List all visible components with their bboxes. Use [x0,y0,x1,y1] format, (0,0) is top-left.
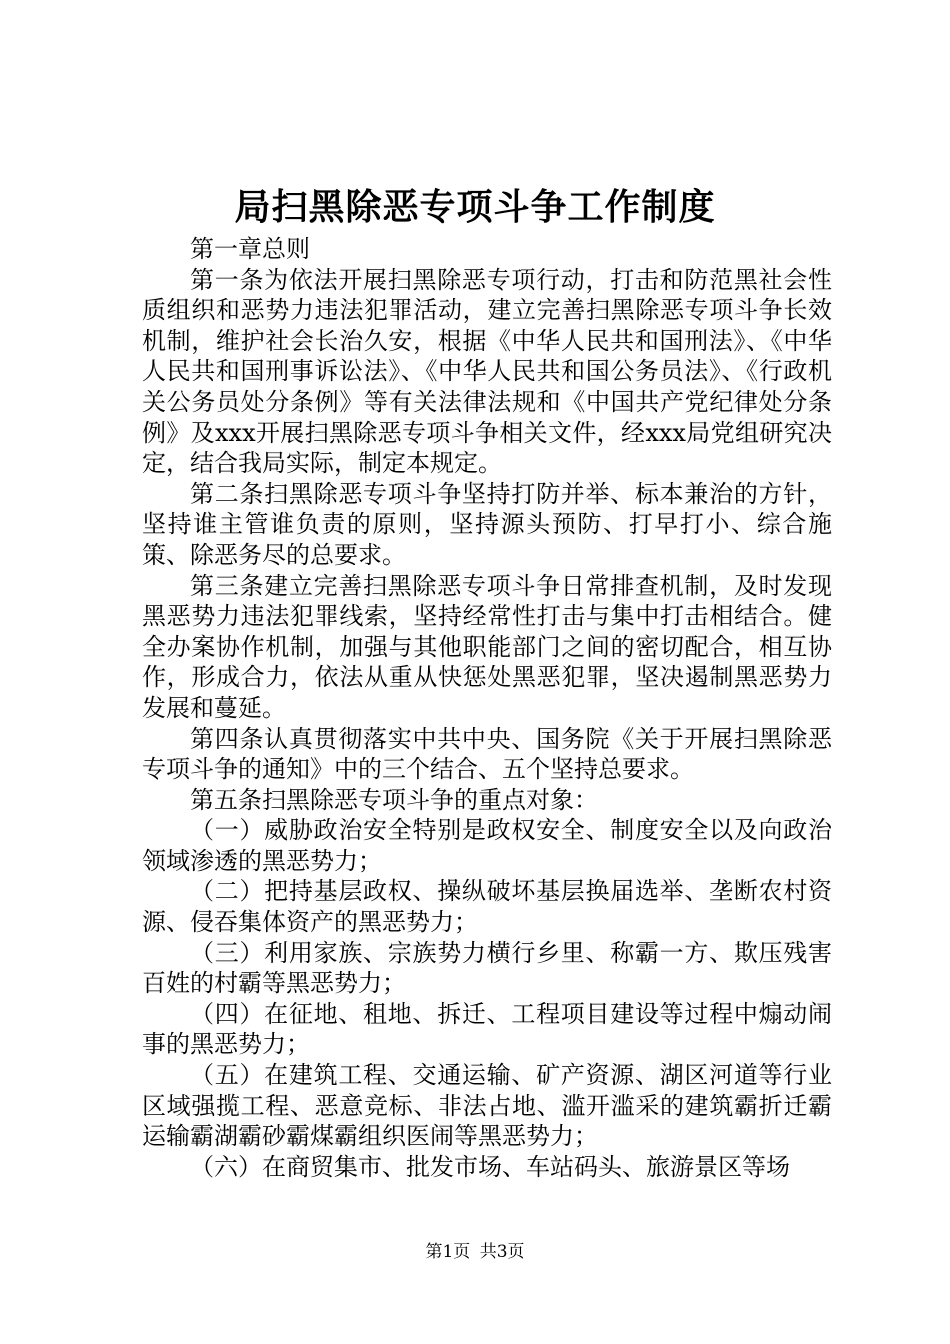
document-body [142,234,832,1182]
article-paragraph: 第二条扫黑除恶专项斗争坚持打防并举、标本兼治的方针，坚持谁主管谁负责的原则，坚持源头预防、打早打小、综合施策、除恶务尽的总要求。 [142,479,832,569]
article-paragraph: 第一条为依法开展扫黑除恶专项行动，打击和防范黑社会性质组织和恶势力违法犯罪活动，建立完善扫黑除恶专项斗争长效机制，维护社会长治久安，根据《中华人民共和国刑法》、《中华人民共和国刑事诉讼法》、《中华人民共和国公务员法》、《行政机关公务员处分条例》等有关法律法规和《中国共产党纪律处分条例》及xxx开展扫黑除恶专项斗争相关文件，经xxx局党组研究决定，结合我局实际，制定本规定。 [142,265,832,478]
page-number: 第1页 [425,1242,471,1262]
article-paragraph: 第四条认真贯彻落实中共中央、国务院《关于开展扫黑除恶专项斗争的通知》中的三个结合、五个坚持总要求。 [142,724,832,784]
page-total: 共3页 [479,1242,525,1262]
page-footer [0,1240,950,1264]
document-title: 局扫黑除恶专项斗争工作制度 [234,186,716,228]
list-item-paragraph: （二）把持基层政权、操纵破坏基层换届选举、垄断农村资源、侵吞集体资产的黑恶势力； [142,877,832,937]
list-item-paragraph: （五）在建筑工程、交通运输、矿产资源、湖区河道等行业区域强揽工程、恶意竞标、非法占地、滥开滥采的建筑霸折迁霸运输霸湖霸砂霸煤霸组织医闹等黑恶势力； [142,1061,832,1151]
article-paragraph: 第五条扫黑除恶专项斗争的重点对象： [190,785,598,814]
list-item-paragraph: （一）威胁政治安全特别是政权安全、制度安全以及向政治领域渗透的黑恶势力； [142,816,832,875]
article-paragraph: 第三条建立完善扫黑除恶专项斗争日常排查机制，及时发现黑恶势力违法犯罪线索，坚持经常性打击与集中打击相结合。健全办案协作机制，加强与其他职能部门之间的密切配合，相互协作，形成合力，依法从重从快惩处黑恶犯罪，坚决遏制黑恶势力发展和蔓延。 [142,571,832,722]
list-item-paragraph: （六）在商贸集市、批发市场、车站码头、旅游景区等场 [190,1152,790,1181]
list-item-paragraph: （三）利用家族、宗族势力横行乡里、称霸一方、欺压残害百姓的村霸等黑恶势力； [142,938,832,998]
chapter-heading: 第一章总则 [190,235,310,263]
list-item-paragraph: （四）在征地、租地、拆迁、工程项目建设等过程中煽动闹事的黑恶势力； [142,999,832,1059]
